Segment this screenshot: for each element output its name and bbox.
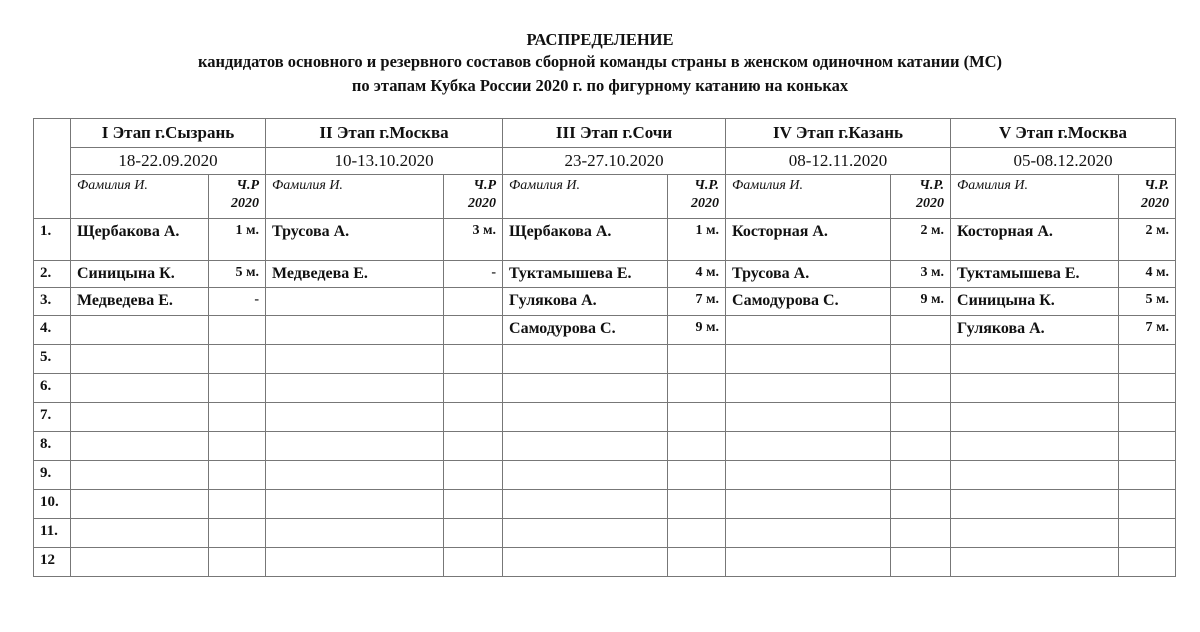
skater-name: Гулякова А. <box>503 288 668 316</box>
skater-name: Косторная А. <box>951 219 1119 261</box>
championship-place <box>1119 490 1176 519</box>
championship-place <box>668 374 726 403</box>
stage-dates: 18-22.09.2020 <box>71 148 266 175</box>
championship-place: 9 м. <box>891 288 951 316</box>
skater-name <box>503 432 668 461</box>
skater-name: Гулякова А. <box>951 316 1119 345</box>
skater-name <box>266 403 444 432</box>
name-column-header: Фамилия И. <box>951 175 1119 219</box>
row-number: 7. <box>34 403 71 432</box>
skater-name <box>951 432 1119 461</box>
championship-place <box>444 519 503 548</box>
skater-name: Щербакова А. <box>71 219 209 261</box>
championship-place-header: Ч.Р 2020 <box>209 175 266 219</box>
skater-name: Синицына К. <box>951 288 1119 316</box>
stage-dates: 10-13.10.2020 <box>266 148 503 175</box>
championship-place <box>1119 432 1176 461</box>
name-column-header: Фамилия И. <box>71 175 209 219</box>
row-number: 1. <box>34 219 71 261</box>
skater-name <box>503 345 668 374</box>
championship-place-header: Ч.Р 2020 <box>444 175 503 219</box>
document-subtitle: кандидатов основного и резервного составов сборной команды страны в женском одиночном катании (МС) <box>197 52 1003 71</box>
skater-name <box>951 374 1119 403</box>
stage-title: III Этап г.Сочи <box>503 119 726 148</box>
row-number: 5. <box>34 345 71 374</box>
stage-title-row <box>34 119 1176 148</box>
skater-name <box>266 461 444 490</box>
stage-dates: 23-27.10.2020 <box>503 148 726 175</box>
skater-name: Трусова А. <box>266 219 444 261</box>
row-number: 12 <box>34 548 71 577</box>
skater-name: Косторная А. <box>726 219 891 261</box>
championship-place: 2 м. <box>1119 219 1176 261</box>
championship-place <box>209 490 266 519</box>
championship-place <box>891 403 951 432</box>
championship-place-header: Ч.Р. 2020 <box>1119 175 1176 219</box>
championship-place: 5 м. <box>1119 288 1176 316</box>
stage-title: II Этап г.Москва <box>266 119 503 148</box>
table-row <box>34 403 1176 432</box>
table-row <box>34 288 1176 316</box>
table-row <box>34 316 1176 345</box>
championship-place <box>891 519 951 548</box>
championship-place: 1 м. <box>668 219 726 261</box>
skater-name <box>503 374 668 403</box>
championship-place <box>1119 403 1176 432</box>
skater-name <box>951 345 1119 374</box>
table-row <box>34 490 1176 519</box>
skater-name <box>266 374 444 403</box>
skater-name: Медведева Е. <box>266 261 444 288</box>
name-column-header: Фамилия И. <box>503 175 668 219</box>
championship-place <box>668 432 726 461</box>
row-number: 2. <box>34 261 71 288</box>
table-row <box>34 374 1176 403</box>
skater-name <box>951 490 1119 519</box>
skater-name <box>726 548 891 577</box>
skater-name <box>71 461 209 490</box>
skater-name <box>71 374 209 403</box>
skater-name <box>726 519 891 548</box>
table-row <box>34 519 1176 548</box>
championship-place: 3 м. <box>891 261 951 288</box>
championship-place <box>209 403 266 432</box>
skater-name: Самодурова С. <box>503 316 668 345</box>
skater-name <box>71 490 209 519</box>
row-number: 6. <box>34 374 71 403</box>
corner-cell <box>34 119 71 219</box>
championship-place <box>444 548 503 577</box>
skater-name <box>726 461 891 490</box>
stage-dates-row <box>34 148 1176 175</box>
championship-place <box>209 345 266 374</box>
skater-name: Медведева Е. <box>71 288 209 316</box>
skater-name: Трусова А. <box>726 261 891 288</box>
name-column-header: Фамилия И. <box>726 175 891 219</box>
skater-name <box>266 548 444 577</box>
skater-name <box>726 374 891 403</box>
skater-name <box>503 548 668 577</box>
championship-place: 9 м. <box>668 316 726 345</box>
championship-place <box>668 461 726 490</box>
championship-place <box>209 374 266 403</box>
skater-name <box>726 490 891 519</box>
championship-place <box>444 432 503 461</box>
championship-place <box>668 403 726 432</box>
championship-place <box>444 490 503 519</box>
skater-name <box>503 519 668 548</box>
stage-title: I Этап г.Сызрань <box>71 119 266 148</box>
championship-place <box>209 432 266 461</box>
skater-name <box>71 316 209 345</box>
championship-place <box>209 316 266 345</box>
championship-place <box>668 490 726 519</box>
stage-dates: 05-08.12.2020 <box>951 148 1176 175</box>
championship-place-header: Ч.Р. 2020 <box>668 175 726 219</box>
table-row <box>34 261 1176 288</box>
championship-place: 7 м. <box>1119 316 1176 345</box>
stage-title: V Этап г.Москва <box>951 119 1176 148</box>
skater-name: Туктамышева Е. <box>951 261 1119 288</box>
championship-place <box>891 345 951 374</box>
championship-place <box>891 316 951 345</box>
skater-name <box>951 548 1119 577</box>
championship-place <box>444 288 503 316</box>
skater-name <box>726 403 891 432</box>
skater-name <box>71 519 209 548</box>
skater-name <box>266 519 444 548</box>
championship-place <box>1119 374 1176 403</box>
skater-name: Самодурова С. <box>726 288 891 316</box>
championship-place <box>668 548 726 577</box>
stage-dates: 08-12.11.2020 <box>726 148 951 175</box>
championship-place: 1 м. <box>209 219 266 261</box>
championship-place <box>891 548 951 577</box>
championship-place <box>891 461 951 490</box>
row-number: 4. <box>34 316 71 345</box>
championship-place <box>1119 548 1176 577</box>
row-number: 11. <box>34 519 71 548</box>
championship-place <box>1119 519 1176 548</box>
name-column-header: Фамилия И. <box>266 175 444 219</box>
skater-name <box>726 316 891 345</box>
table-row <box>34 432 1176 461</box>
skater-name <box>266 490 444 519</box>
document-subtitle-2: по этапам Кубка России 2020 г. по фигурному катанию на коньках <box>351 76 849 95</box>
skater-name <box>951 461 1119 490</box>
table-row <box>34 461 1176 490</box>
skater-name <box>71 345 209 374</box>
championship-place <box>1119 461 1176 490</box>
championship-place: 4 м. <box>1119 261 1176 288</box>
row-number: 3. <box>34 288 71 316</box>
row-number: 10. <box>34 490 71 519</box>
championship-place: - <box>444 261 503 288</box>
skater-name <box>71 432 209 461</box>
championship-place: 3 м. <box>444 219 503 261</box>
championship-place: - <box>209 288 266 316</box>
championship-place <box>209 548 266 577</box>
championship-place: 2 м. <box>891 219 951 261</box>
championship-place <box>209 461 266 490</box>
skater-name <box>266 345 444 374</box>
skater-name <box>71 548 209 577</box>
stage-title: IV Этап г.Казань <box>726 119 951 148</box>
distribution-table <box>33 118 1176 577</box>
skater-name: Синицына К. <box>71 261 209 288</box>
table-row <box>34 345 1176 374</box>
championship-place <box>891 374 951 403</box>
skater-name <box>726 345 891 374</box>
championship-place <box>444 374 503 403</box>
table-row <box>34 219 1176 261</box>
table-row <box>34 548 1176 577</box>
skater-name <box>503 403 668 432</box>
championship-place: 7 м. <box>668 288 726 316</box>
skater-name <box>266 288 444 316</box>
skater-name <box>71 403 209 432</box>
skater-name <box>726 432 891 461</box>
skater-name <box>503 490 668 519</box>
championship-place <box>444 345 503 374</box>
row-number: 8. <box>34 432 71 461</box>
skater-name: Щербакова А. <box>503 219 668 261</box>
championship-place <box>444 403 503 432</box>
championship-place: 5 м. <box>209 261 266 288</box>
skater-name: Туктамышева Е. <box>503 261 668 288</box>
column-header-row <box>34 175 1176 219</box>
championship-place <box>891 490 951 519</box>
championship-place <box>1119 345 1176 374</box>
document-title: РАСПРЕДЕЛЕНИЕ <box>526 30 674 49</box>
championship-place <box>444 316 503 345</box>
championship-place-header: Ч.Р. 2020 <box>891 175 951 219</box>
skater-name <box>951 519 1119 548</box>
skater-name <box>266 316 444 345</box>
skater-name <box>503 461 668 490</box>
championship-place <box>444 461 503 490</box>
row-number: 9. <box>34 461 71 490</box>
skater-name <box>266 432 444 461</box>
championship-place <box>668 519 726 548</box>
skater-name <box>951 403 1119 432</box>
championship-place <box>209 519 266 548</box>
championship-place: 4 м. <box>668 261 726 288</box>
championship-place <box>891 432 951 461</box>
championship-place <box>668 345 726 374</box>
